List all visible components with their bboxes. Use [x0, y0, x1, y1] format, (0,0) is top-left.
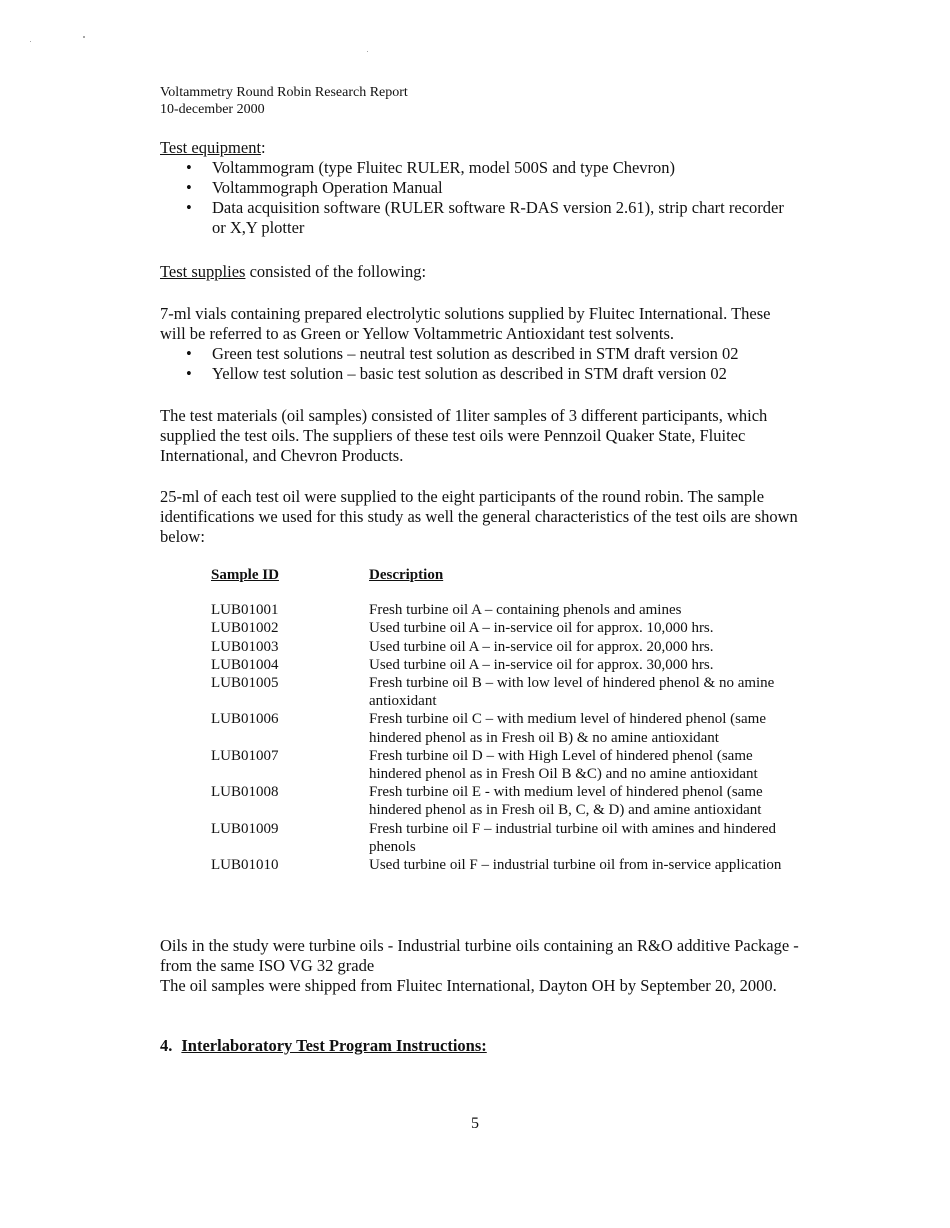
bullet-icon: • [186, 158, 192, 177]
supplies-section [160, 304, 800, 384]
table-row: LUB01007 Fresh turbine oil D – with High Level of hindered phenol (same hindered phenol as in Fresh Oil B &C) and no amine antioxidant [211, 747, 758, 783]
table-row: LUB01004 Used turbine oil A – in-service oil for approx. 30,000 hrs. [211, 656, 714, 673]
equipment-colon: : [261, 138, 266, 157]
supplies-label: Test supplies [160, 262, 246, 281]
bullet-icon: • [186, 178, 192, 197]
table-row: LUB01010 Used turbine oil F – industrial turbine oil from in-service application [211, 857, 782, 874]
supplies-rest: consisted of the following: [245, 262, 427, 281]
equipment-heading [160, 138, 800, 158]
list-item: • Green test solutions – neutral test solution as described in STM draft version 02 [186, 344, 739, 363]
table-header [211, 566, 801, 584]
table-row: LUB01002 Used turbine oil A – in-service oil for approx. 10,000 hrs. [211, 620, 714, 637]
table-row: LUB01008 Fresh turbine oil E - with medium level of hindered phenol (same hindered phenol as in Fresh oil B, C, & D) and amine antioxidant [211, 784, 763, 819]
list-item: • Voltammogram (type Fluitec RULER, model 500S and type Chevron) [186, 158, 676, 177]
header-sample-id: Sample ID [211, 567, 279, 583]
table-row: LUB01005 Fresh turbine oil B – with low level of hindered phenol & no amine antioxidant [211, 675, 775, 710]
bullet-icon: • [186, 364, 192, 383]
supplies-list [160, 344, 800, 384]
scan-speck [367, 51, 368, 52]
table-row: LUB01009 Fresh turbine oil F – industrial turbine oil with amines and hindered phenols [211, 820, 777, 855]
table-row: LUB01003 Used turbine oil A – in-service oil for approx. 20,000 hrs. [211, 638, 714, 655]
supplies-heading [160, 262, 800, 282]
scan-speck [83, 36, 85, 38]
distribution-paragraph: 25-ml of each test oil were supplied to the eight participants of the round robin. The sample identifications we used for this study as well the general characteristics of the test oils are shown below: [160, 487, 798, 546]
equipment-label: Test equipment [160, 138, 262, 157]
header-description: Description [369, 567, 444, 583]
list-item: • Voltammograph Operation Manual [186, 178, 443, 197]
supplies-paragraph: 7-ml vials containing prepared electrolytic solutions supplied by Fluitec International. These will be referred to as Green or Yellow Voltammetric Antioxidant test solvents. [160, 304, 771, 343]
section-number: 4. [160, 1036, 173, 1055]
section-4-heading [160, 1036, 487, 1056]
bullet-icon: • [186, 344, 192, 363]
oils-note-line1: Oils in the study were turbine oils - Industrial turbine oils containing an R&O additive Package - from the same ISO VG 32 grade [160, 936, 799, 975]
materials-paragraph: The test materials (oil samples) consisted of 1liter samples of 3 different participants, which supplied the test oils. The suppliers of these test oils were Pennzoil Quaker State, Fluitec International, and Chevron Products. [160, 406, 768, 465]
table-row: LUB01001 Fresh turbine oil A – containing phenols and amines [211, 602, 682, 619]
table-row: LUB01006 Fresh turbine oil C – with medium level of hindered phenol (same hindered phenol as in Fresh oil B) & no amine antioxidant [211, 711, 767, 746]
equipment-list [160, 158, 800, 238]
scan-speck [30, 41, 31, 42]
samples-table [211, 566, 801, 874]
list-item: • Data acquisition software (RULER software R-DAS version 2.61), strip chart recorder or X,Y plotter [186, 198, 784, 237]
bullet-icon: • [186, 198, 192, 217]
report-date: 10-december 2000 [160, 102, 265, 117]
list-item: • Yellow test solution – basic test solution as described in STM draft version 02 [186, 364, 727, 383]
equipment-section [160, 138, 800, 238]
page-number: 5 [471, 1115, 479, 1132]
report-title: Voltammetry Round Robin Research Report [160, 85, 408, 100]
oils-note [160, 936, 800, 996]
oils-note-line2: The oil samples were shipped from Fluitec International, Dayton OH by September 20, 2000. [160, 976, 777, 995]
section-title: Interlaboratory Test Program Instructions: [181, 1036, 487, 1055]
report-header [160, 84, 408, 118]
